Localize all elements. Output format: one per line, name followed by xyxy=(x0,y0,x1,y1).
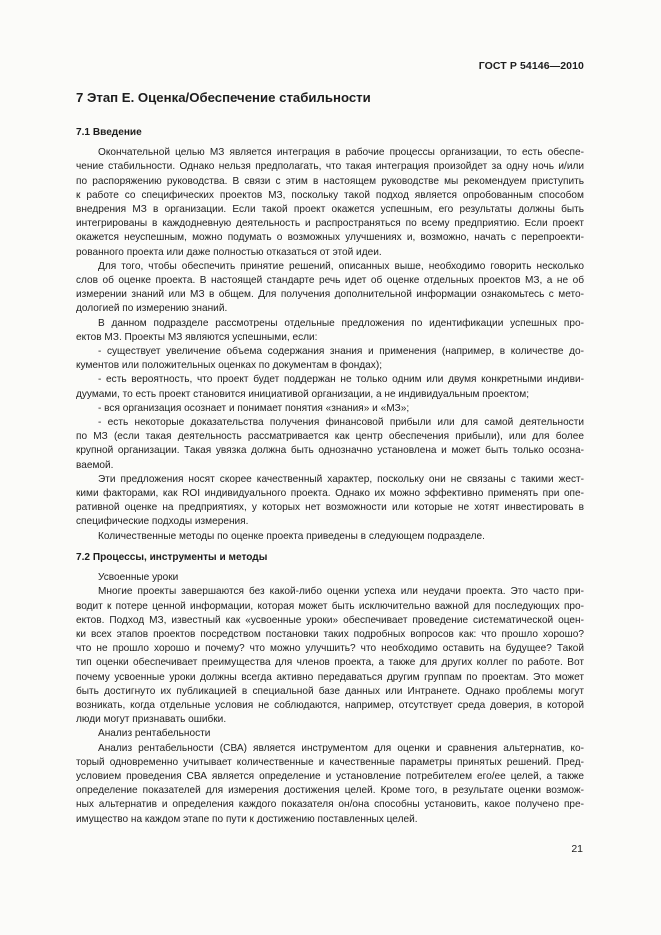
text-line: по распоряжению руководства. В связи с этим в настоящем руководстве мы рекомендуем приступить xyxy=(76,175,584,187)
text-line: дуумами, то есть проект становится инициативой организации, а не индивидуальным проектом; xyxy=(76,388,529,400)
text-line: внедрения МЗ в организации. Если такой проект окажется успешным, его результаты должны быть xyxy=(76,204,584,216)
paragraph xyxy=(76,317,584,345)
text-line: - вся организация осознает и понимает понятия «знания» и «МЗ»; xyxy=(98,402,410,414)
paragraph xyxy=(76,530,584,544)
text-line: ративной оценке на предприятиях, у которых нет возможности или которые не хотят инвестировать в xyxy=(76,502,584,514)
text-line: Анализ рентабельности xyxy=(98,728,211,740)
text-line: Эти предложения носят скорее качественный характер, поскольку они не связаны с такими жест- xyxy=(98,473,584,485)
paragraph xyxy=(76,345,584,373)
text-line: измерении знаний или МЗ в общем. Для получения дополнительной информации ознакомьтесь с мето- xyxy=(76,289,584,301)
text-line: кими факторами, как ROI индивидуального проекта. Однако их можно эффективно применять при опе- xyxy=(76,488,584,500)
text-line: интегрированы в каждодневную деятельность и распространяться по всему предприятию. Если проект xyxy=(76,218,584,230)
text-line: - есть некоторые доказательства получения финансовой прибыли или для самой деятельности xyxy=(98,417,584,429)
paragraph xyxy=(76,571,584,585)
standard-code: ГОСТ Р 54146—2010 xyxy=(478,60,584,72)
text-line: - есть вероятность, что проект будет поддержан не только одним или двумя конкретными индиви- xyxy=(98,374,584,386)
page-number: 21 xyxy=(571,843,583,855)
text-line: быть достигнуто их публикацией в специальной базе данных или Интранете. Однако проблемы могут xyxy=(76,685,584,697)
text-line: ваемой. xyxy=(76,459,114,471)
text-line: специфические подходы измерения. xyxy=(76,516,249,528)
text-line: Анализ рентабельности (СВА) является инструментом для оценки и сравнения альтернатив, ко- xyxy=(98,742,584,754)
text-line: Количественные методы по оценке проекта приведены в следующем подразделе. xyxy=(98,530,485,542)
text-line: по МЗ (если такая деятельность рассматривается как центр обеспечения прибыли), или для более xyxy=(76,431,584,443)
text-line: Многие проекты завершаются без какой-либо оценки успеха или неудачи проекта. Это часто при- xyxy=(98,586,584,598)
text-line: водит к потере ценной информации, которая может быть исключительно важной для последующих про- xyxy=(76,600,584,612)
text-line: Усвоенные уроки xyxy=(98,572,179,584)
text-line: торый одновременно учитывает количественные и качественные параметры принятых решений. Пред- xyxy=(76,756,584,768)
text-line: возникать, когда отдельные условия не соблюдаются, например, отсутствует среда доверия, в которой xyxy=(76,699,584,711)
paragraph xyxy=(76,146,584,260)
subsection-title-processes: 7.2 Процессы, инструменты и методы xyxy=(76,551,268,563)
text-line: почему усвоенные уроки должны всегда активно передаваться другим группам по проектам. Это может xyxy=(76,671,584,683)
paragraph xyxy=(76,260,584,317)
text-line: имущество на каждом этапе по пути к достижению поставленных целей. xyxy=(76,813,418,825)
section-title: 7 Этап Е. Оценка/Обеспечение стабильности xyxy=(76,90,371,105)
text-line: кументов или положительных оценках по документам в фондах); xyxy=(76,360,383,372)
text-line: что не прошло хорошо и почему? что можно улучшить? что необходимо оставить на будущее? Такой xyxy=(76,643,584,655)
text-line: ектов МЗ. Проекты МЗ являются успешными, если: xyxy=(76,331,318,343)
text-line: Для того, чтобы обеспечить принятие решений, описанных выше, необходимо говорить несколько xyxy=(98,260,584,272)
text-line: крупной организации. Такая увязка должна быть однозначно установлена и может быть только осозна- xyxy=(76,445,584,457)
text-line: Окончательной целью МЗ является интеграция в рабочие процессы организации, то есть обеспе- xyxy=(98,147,584,159)
text-line: условием проведения СВА является определение и установление потребителем его/ее целей, а также xyxy=(76,770,584,782)
paragraph xyxy=(76,742,584,827)
text-line: - существует увеличение объема содержания знания и применения (например, в количестве до- xyxy=(98,346,584,358)
text-line: тип оценки обеспечивает преимущества для членов проекта, а также для других коллег по работе. Вот xyxy=(76,657,584,669)
text-line: люди могут признавать ошибки. xyxy=(76,714,227,726)
text-line: рованного проекта или даже полностью отказаться от этой идеи. xyxy=(76,246,382,258)
text-line: чение стабильности. Однако нельзя предполагать, что такая интеграция произойдет за одну ночь и/или xyxy=(76,161,584,173)
paragraph xyxy=(76,416,584,473)
text-line: В данном подразделе рассмотрены отдельные предложения по идентификации успешных про- xyxy=(98,317,584,329)
text-line: окажется неуспешным, можно подумать о возможных улучшениях и, возможно, начать с перепроекти- xyxy=(76,232,584,244)
paragraph xyxy=(76,585,584,727)
text-line: дологией по измерению знаний. xyxy=(76,303,228,315)
text-line: определение показателей для измерения достижения целей. Кроме того, в результате оценки возмож- xyxy=(76,785,584,797)
paragraph xyxy=(76,402,584,416)
paragraph xyxy=(76,727,584,741)
subsection-title-intro: 7.1 Введение xyxy=(76,127,142,138)
paragraph xyxy=(76,373,584,401)
paragraph xyxy=(76,473,584,530)
document-body xyxy=(76,126,584,827)
text-line: ектов. Подход МЗ, известный как «усвоенные уроки» обеспечивает проведение систематической оцен- xyxy=(76,614,584,626)
text-line: к работе со специфических проектов МЗ, поскольку такой подход является опробованным способом xyxy=(76,189,584,201)
text-line: ки всех этапов проектов посредством постановки таких подробных вопросов как: что прошло хорошо? xyxy=(76,628,584,640)
text-line: слов об оценке проекта. В настоящей стандарте речь идет об оценке отдельных проектов МЗ, а не об xyxy=(76,275,584,287)
text-line: ных альтернатив и определения каждого показателя он/она способны установить, какое получено пре- xyxy=(76,799,584,811)
